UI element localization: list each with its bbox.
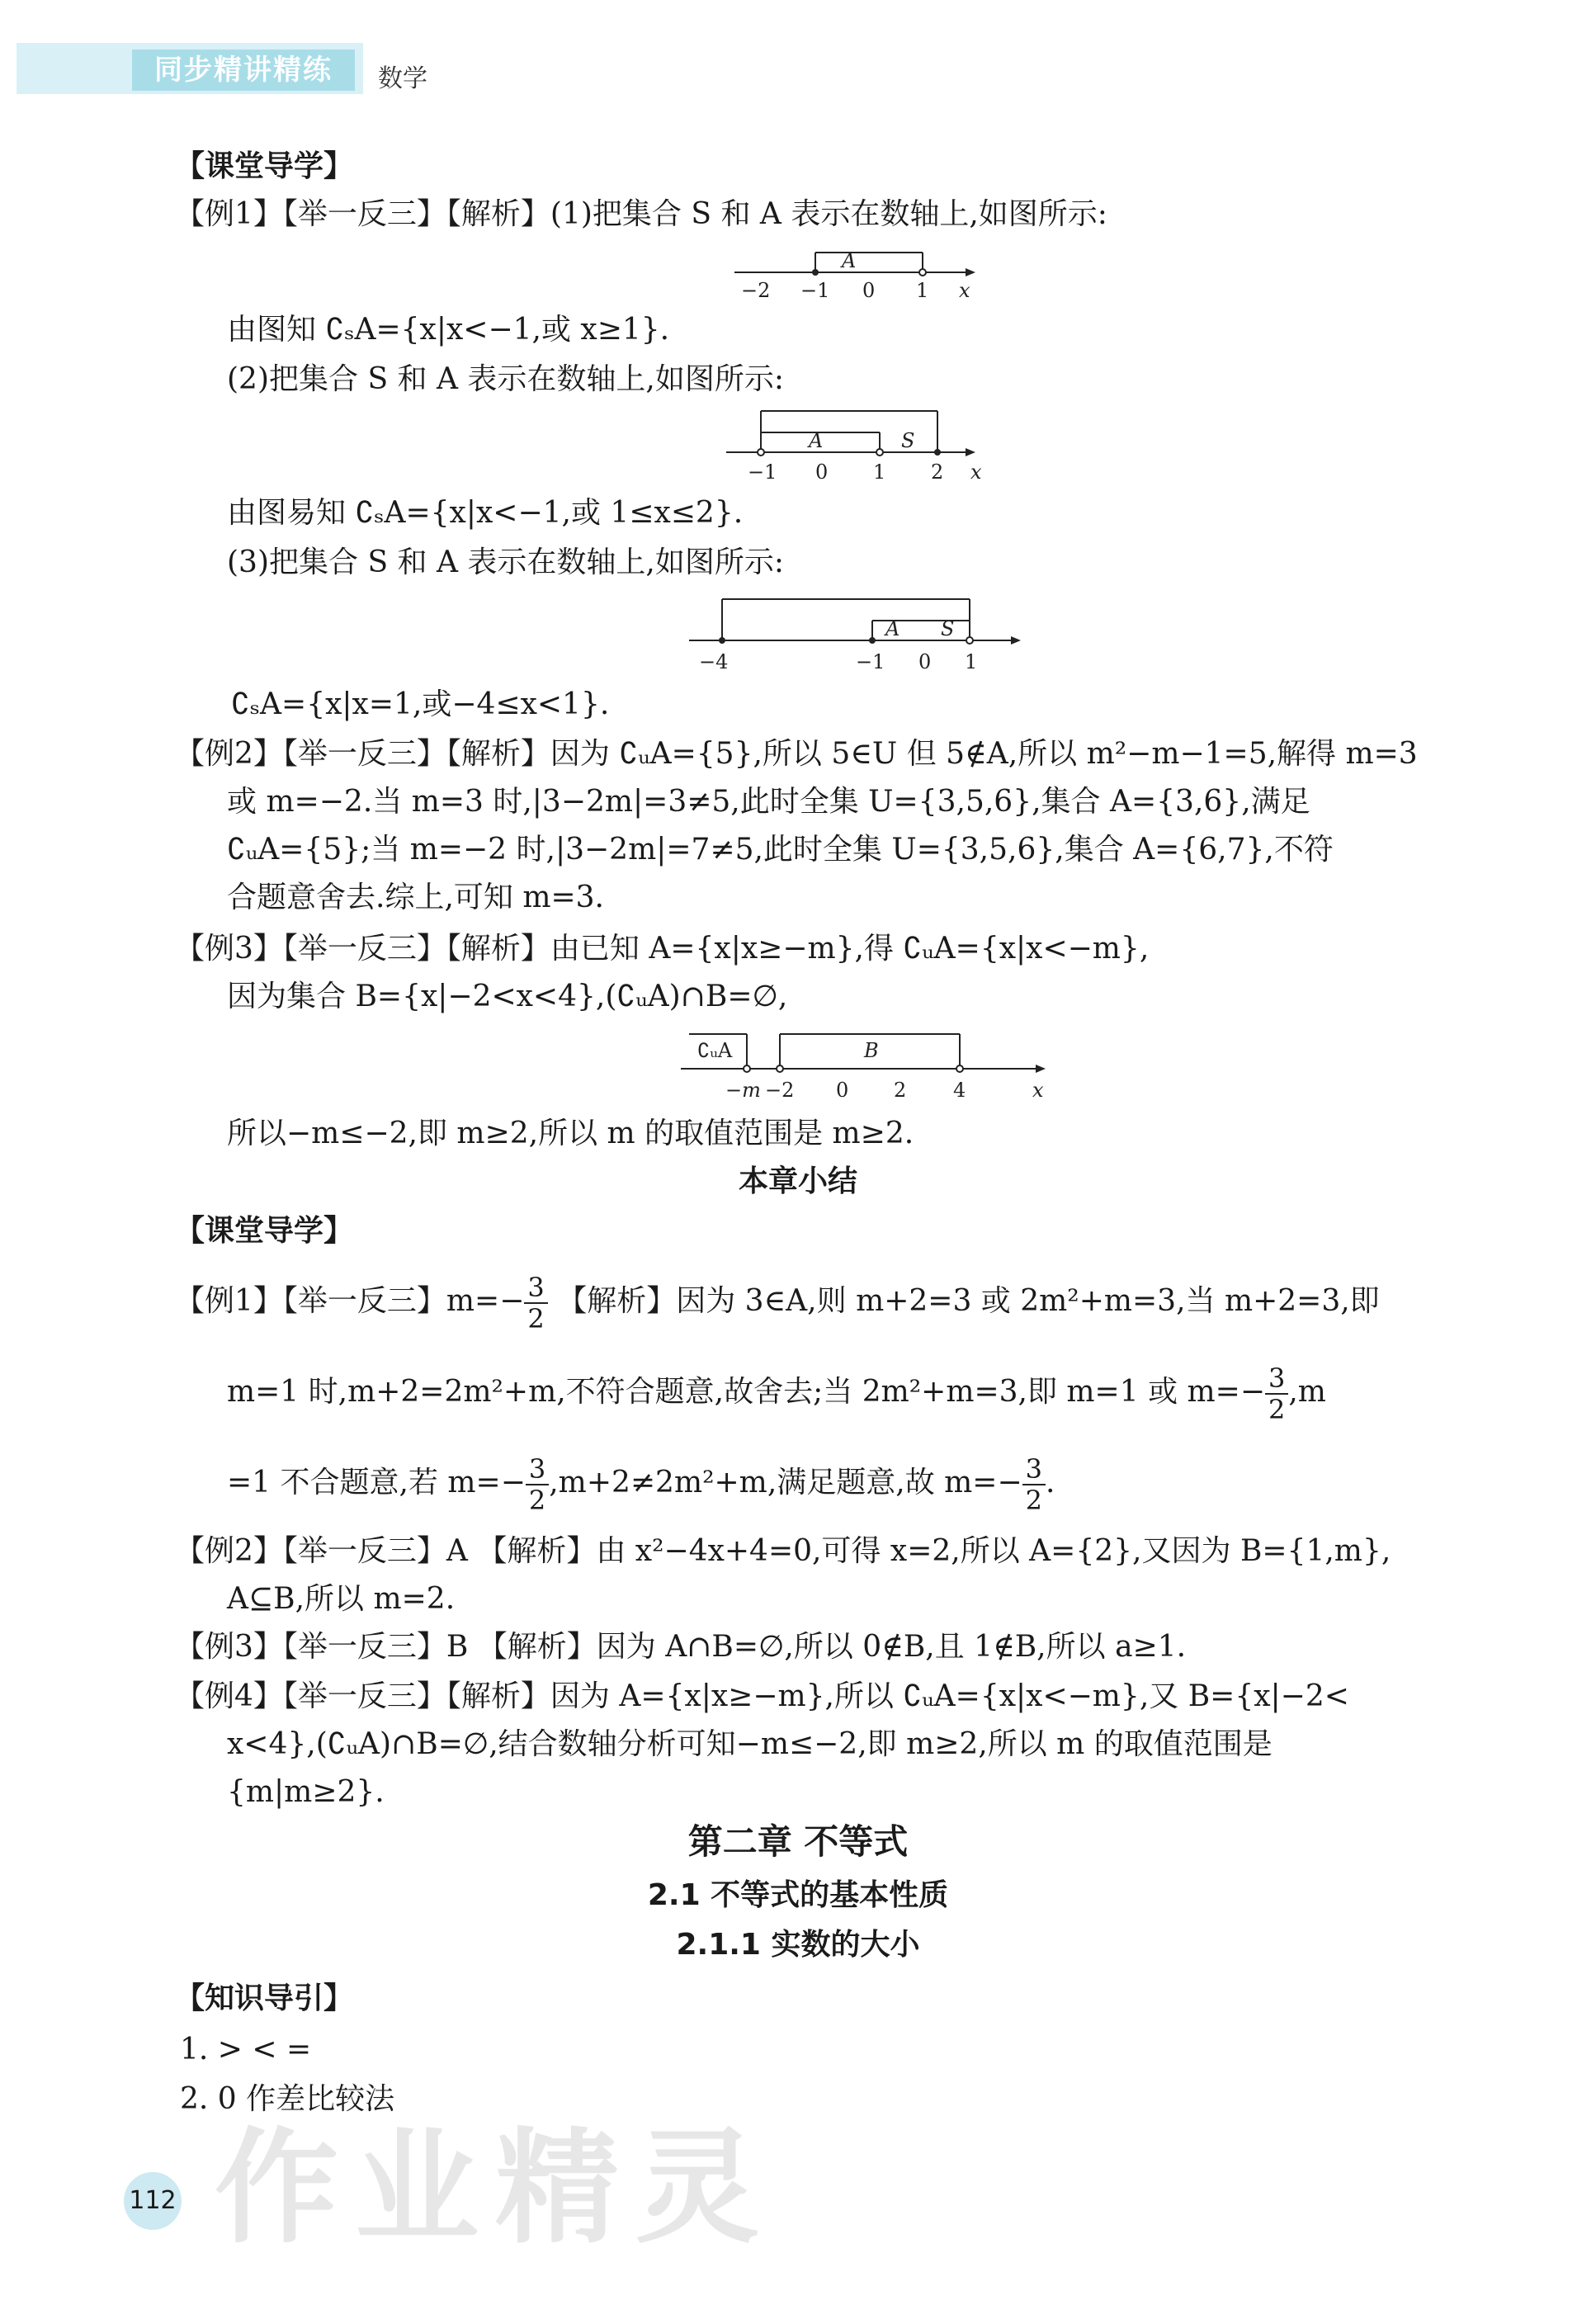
tick-label: −1: [856, 650, 885, 673]
text-line: 或 m=−2.当 m=3 时,|3−2m|=3≠5,此时全集 U={3,5,6},集合 A={3,6},满足: [227, 785, 1310, 819]
text-line: 【例2】【举一反三】A 【解析】由 x²−4x+4=0,可得 x=2,所以 A={2},又因为 B={1,m},: [175, 1534, 1391, 1568]
tick-label: −1: [748, 460, 777, 484]
tick-label: −2: [741, 279, 771, 302]
tick-label: x: [970, 460, 982, 484]
tick-label: 0: [918, 650, 932, 673]
subject-label: 数学: [378, 64, 427, 93]
text-line: [227, 1363, 1326, 1424]
closed-point: [812, 269, 819, 276]
tick-label: −m: [725, 1079, 761, 1102]
text-line: 【例1】【举一反三】【解析】(1)把集合 S 和 A 表示在数轴上,如图所示:: [175, 197, 1107, 231]
fraction: $\frac{3}{2}$: [1265, 1363, 1288, 1424]
text-fragment: m=1 时,m+2=2m²+m,不符合题意,故舍去;当 2m²+m=3,即 m=1 或 m=−: [227, 1375, 1265, 1409]
fraction: $\frac{3}{2}$: [526, 1454, 549, 1515]
text-fragment: ,m+2≠2m²+m,满足题意,故 m=−: [549, 1466, 1022, 1499]
number-line-figure-2: [718, 406, 999, 488]
set-label: ∁ᵤA: [697, 1039, 733, 1062]
number-line-figure-4: [673, 1027, 1052, 1105]
text-line: 【例4】【举一反三】【解析】因为 A={x|x≥−m},所以 ∁ᵤA={x|x<−m},又 B={x|−2<: [175, 1679, 1349, 1713]
axis-arrow: [966, 268, 975, 276]
tick-label: −4: [699, 650, 729, 673]
set-label: S: [901, 429, 915, 452]
text-line: 【例3】【举一反三】【解析】由已知 A={x|x≥−m},得 ∁ᵤA={x|x<−m},: [175, 932, 1150, 966]
tick-label: 0: [836, 1079, 849, 1102]
text-line: ∁ᵤA={5};当 m=−2 时,|3−2m|=7≠5,此时全集 U={3,5,6},集合 A={6,7},不符: [227, 833, 1334, 867]
section-heading: 【知识导引】: [175, 1981, 354, 2015]
tick-label: 2: [931, 460, 944, 484]
section-heading: 【课堂导学】: [175, 1214, 354, 1248]
tick-label: 1: [873, 460, 886, 484]
tick-label: −2: [765, 1079, 795, 1102]
text-line: 由图知 ∁ₛA={x|x<−1,或 x≥1}.: [227, 313, 670, 347]
text-line: (3)把集合 S 和 A 表示在数轴上,如图所示:: [227, 545, 785, 579]
text-line: [227, 1454, 1055, 1515]
text-fragment: ,m: [1288, 1375, 1326, 1409]
set-label: B: [864, 1039, 879, 1062]
tick-label: −1: [800, 279, 830, 302]
number-line-figure-3: [681, 594, 1027, 680]
text-fragment: 【例1】【举一反三】m=−: [175, 1284, 525, 1318]
text-line: 因为集合 B={x|−2<x<4},(∁ᵤA)∩B=∅,: [227, 980, 788, 1013]
tick-label: 1: [965, 650, 978, 673]
tick-label: 0: [815, 460, 829, 484]
text-line: ∁ₛA={x|x=1,或−4≤x<1}.: [231, 687, 610, 721]
text-fragment: .: [1045, 1466, 1055, 1499]
watermark: 作业精灵: [215, 2117, 777, 2260]
text-line: A⊆B,所以 m=2.: [227, 1582, 456, 1616]
fraction: $\frac{3}{2}$: [1022, 1454, 1046, 1515]
text-line: 1. > < =: [180, 2033, 312, 2066]
tick-label: x: [959, 279, 970, 302]
text-line: 由图易知 ∁ₛA={x|x<−1,或 1≤x≤2}.: [227, 496, 744, 530]
text-line: 2. 0 作差比较法: [180, 2082, 395, 2116]
page-number: 112: [124, 2172, 182, 2230]
set-label: S: [941, 617, 955, 640]
book-series-tag: 同步精讲精练: [132, 50, 355, 91]
text-fragment: 【解析】因为 3∈A,则 m+2=3 或 2m²+m=3,当 m+2=3,即: [557, 1284, 1380, 1318]
text-line: 【例2】【举一反三】【解析】因为 ∁ᵤA={5},所以 5∈U 但 5∉A,所以 m²−m−1=5,解得 m=3: [175, 737, 1418, 771]
section-title: 2.1 不等式的基本性质: [647, 1878, 949, 1912]
tick-label: 0: [862, 279, 876, 302]
set-label: A: [842, 249, 857, 272]
text-fragment: =1 不合题意,若 m=−: [227, 1466, 526, 1499]
open-point: [919, 269, 926, 276]
tick-label: x: [1032, 1079, 1044, 1102]
set-label: A: [885, 617, 900, 640]
number-line-figure-1: [726, 246, 990, 307]
chapter-title: 第二章 不等式: [687, 1821, 909, 1862]
text-line: x<4},(∁ᵤA)∩B=∅,结合数轴分析可知−m≤−2,即 m≥2,所以 m 的取值范围是: [227, 1727, 1273, 1761]
tick-label: 1: [916, 279, 929, 302]
text-line: 合题意舍去.综上,可知 m=3.: [227, 881, 604, 914]
fraction: $\frac{3}{2}$: [524, 1273, 547, 1334]
set-label: A: [809, 429, 824, 452]
tick-label: 2: [894, 1079, 907, 1102]
text-line: 【例3】【举一反三】B 【解析】因为 A∩B=∅,所以 0∉B,且 1∉B,所以 a≥1.: [175, 1630, 1187, 1664]
section-heading: 【课堂导学】: [175, 149, 354, 183]
text-line: [175, 1273, 1380, 1334]
text-line: 所以−m≤−2,即 m≥2,所以 m 的取值范围是 m≥2.: [227, 1117, 914, 1150]
tick-label: 4: [953, 1079, 966, 1102]
text-line: (2)把集合 S 和 A 表示在数轴上,如图所示:: [227, 362, 785, 396]
section-title: 本章小结: [738, 1164, 857, 1198]
subsection-title: 2.1.1 实数的大小: [676, 1928, 920, 1962]
text-line: {m|m≥2}.: [227, 1775, 385, 1809]
